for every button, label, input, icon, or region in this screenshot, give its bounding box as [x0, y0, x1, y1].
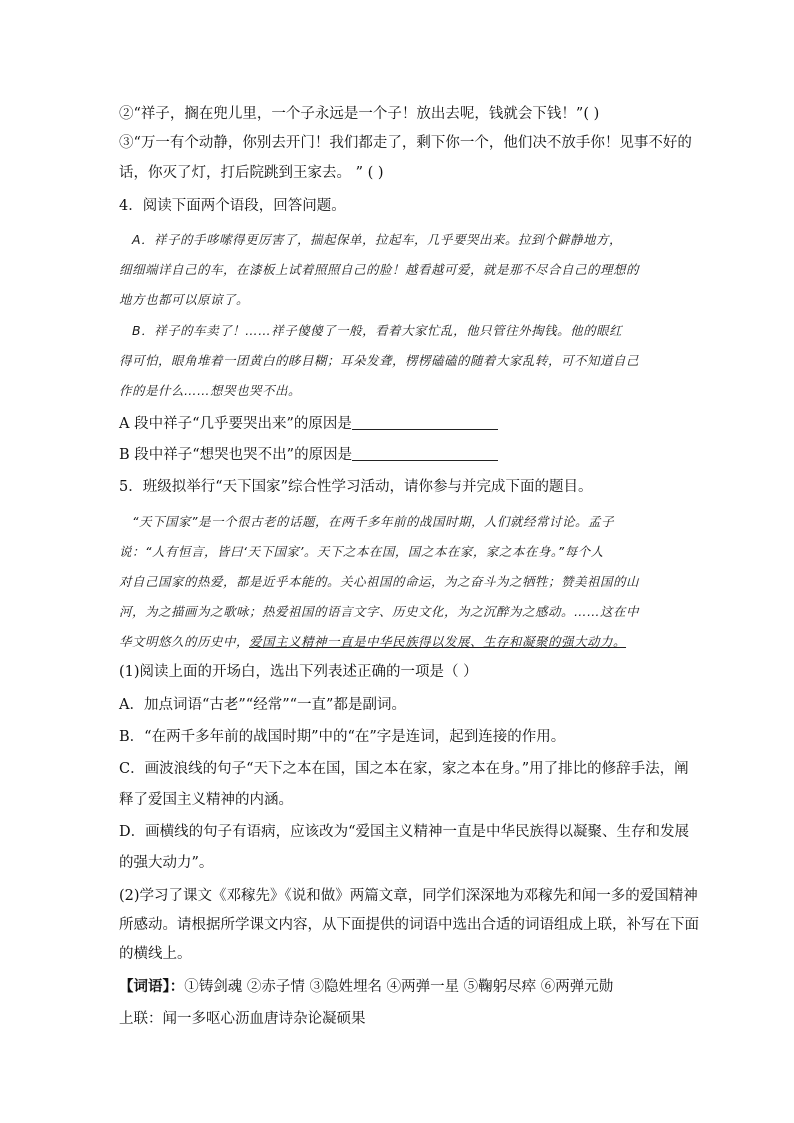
q3-item2: ②“祥子，搁在兜儿里，一个子永远是一个子！放出去呢，钱就会下钱！”( ) [119, 106, 600, 122]
words-list: ①铸剑魂 ②赤子情 ③隐姓埋名 ④两弹一星 ⑤鞠躬尽瘁 ⑥两弹元勋 [184, 979, 614, 995]
passage-b-line: 作的是什么……想哭也哭不出。 [119, 383, 302, 398]
sub2-line1: (2)学习了课文《邓稼先》《说和做》两篇文章，同学们深深地为邓稼先和闻一多的爱国精神 [119, 888, 698, 904]
passage-a-line: 细细端详自己的车，在漆板上试着照照自己的脸！越看越可爱，就是那不尽合自己的理想的 [119, 262, 640, 277]
option-b: B．“在两千多年前的战国时期”中的“在”字是连词，起到连接的作用。 [119, 729, 566, 745]
answer-b-label: B 段中祥子“想哭也哭不出”的原因是 [119, 447, 353, 463]
sub2-line3: 的横线上。 [119, 946, 192, 962]
q5-passage-line: “天下国家”是一个很古老的话题，在两千多年前的战国时期，人们就经常讨论。孟子 [119, 514, 614, 529]
underlined-sentence: 爱国主义精神一直是中华民族得以发展、生存和凝聚的强大动力。 [249, 634, 627, 649]
couplet-line: 上联：闻一多呕心沥血唐诗杂论凝硕果 [119, 1011, 366, 1027]
sub1-question: (1)阅读上面的开场白，选出下列表述正确的一项是（ ） [119, 664, 478, 680]
answer-b-blank[interactable] [352, 446, 498, 461]
passage-a-line: A．祥子的手哆嗦得更厉害了，揣起保单，拉起车，几乎要哭出来。拉到个僻静地方， [119, 232, 623, 247]
sub2-line2: 所感动。请根据所学课文内容，从下面提供的词语中选出合适的词语组成上联，补写在下面 [119, 917, 699, 933]
q4-title: 4．阅读下面两个语段，回答问题。 [119, 198, 346, 214]
answer-a-blank[interactable] [352, 415, 498, 430]
option-c-line1: C．画波浪线的句子“天下之本在国，国之本在家，家之本在身。”用了排比的修辞手法，阐 [119, 761, 689, 777]
q5-title: 5．班级拟举行“天下国家”综合性学习活动，请你参与并完成下面的题目。 [119, 479, 593, 495]
passage-a-line: 地方也都可以原谅了。 [119, 292, 250, 307]
q5-passage-line: 河，为之描画为之歌咏；热爱祖国的语言文字、历史文化，为之沉醉为之感动。……这在中 [119, 604, 640, 619]
q4-passage-b [119, 316, 677, 406]
q5-passage-last-line [119, 627, 677, 657]
passage-b-line: B．祥子的车卖了！……祥子傻傻了一般，看着大家忙乱，他只管往外掏钱。他的眼红 [119, 323, 623, 338]
passage-b-line: 得可怕，眼角堆着一团黄白的眵目糊；耳朵发聋，楞楞磕磕的随着大家乱转，可不知道自己 [119, 353, 640, 368]
answer-a-label: A 段中祥子“几乎要哭出来”的原因是 [119, 416, 352, 432]
q3-item3-line1: ③“万一有个动静，你别去开门！我们都走了，剩下你一个，他们决不放手你！见事不好的 [119, 135, 692, 151]
q4-answer-b [119, 445, 675, 465]
q5-passage-line: 对自己国家的热爱，都是近乎本能的。关心祖国的命运，为之奋斗为之牺牲；赞美祖国的山 [119, 574, 640, 589]
passage-last-prefix: 华文明悠久的历史中， [119, 634, 250, 649]
q5-passage [119, 507, 677, 657]
option-d-line2: 的强大动力”。 [119, 855, 214, 871]
option-c-line2: 释了爱国主义精神的内涵。 [119, 792, 293, 808]
option-a: A．加点词语“古老”“经常”“一直”都是副词。 [119, 697, 406, 713]
option-d-line1: D．画横线的句子有语病，应该改为“爱国主义精神一直是中华民族得以凝聚、生存和发展 [119, 824, 690, 840]
q5-passage-line: 说：“人有恒言，皆曰‘天下国家’。天下之本在国，国之本在家，家之本在身。”每个人 [119, 544, 604, 559]
q4-passage-a [119, 225, 677, 315]
words-label: 【词语】： [119, 978, 185, 995]
words-line [119, 977, 675, 997]
q4-answer-a [119, 414, 675, 434]
q3-item3-line2: 话，你灭了灯，打后院跳到王家去。 ” ( ) [119, 165, 384, 181]
